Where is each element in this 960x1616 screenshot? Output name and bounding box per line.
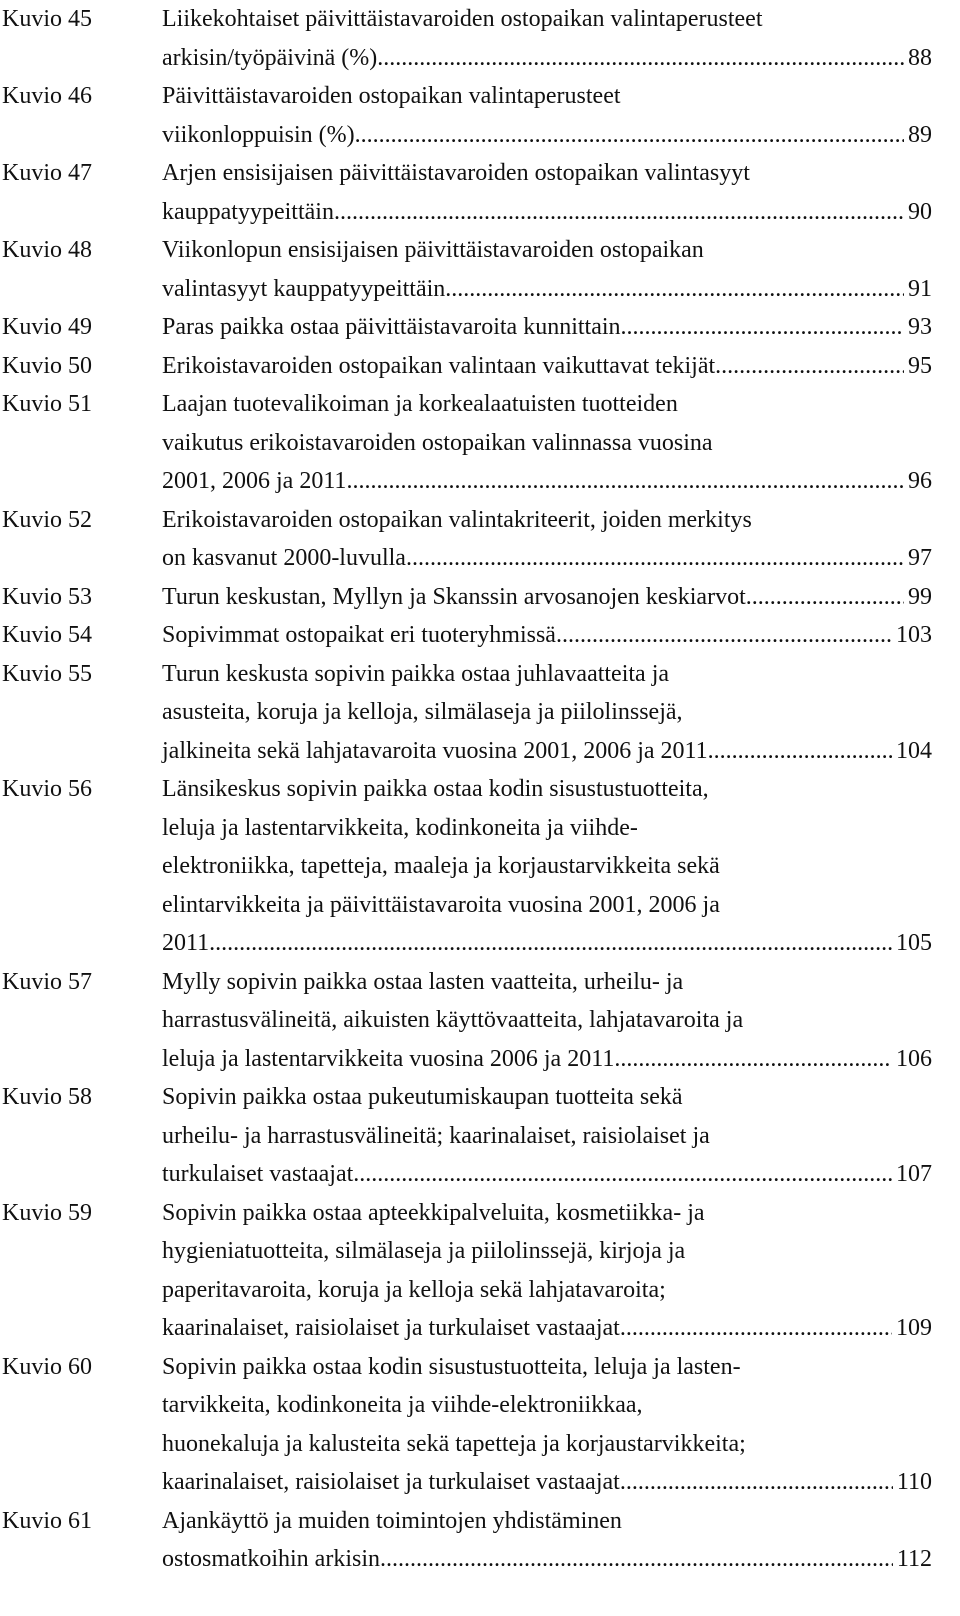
caption-line: Liikekohtaiset päivittäistavaroiden ostopaikan valintaperusteet [162, 6, 763, 32]
toc-entry[interactable] [2, 501, 932, 578]
page-number[interactable]: 107 [896, 1161, 932, 1187]
toc-entry[interactable] [2, 347, 932, 386]
toc-entry[interactable] [2, 578, 932, 617]
caption-line: Mylly sopivin paikka ostaa lasten vaatteita, urheilu- ja [162, 968, 684, 995]
figure-number: Kuvio 49 [2, 314, 92, 340]
caption-last-line [162, 616, 932, 655]
caption-line: Sopivin paikka ostaa pukeutumiskaupan tuotteita sekä [162, 1084, 683, 1110]
figure-caption [162, 308, 932, 347]
caption-line: Erikoistavaroiden ostopaikan valintakriteerit, joiden merkitys [162, 506, 752, 533]
caption-line: Turun keskusta sopivin paikka ostaa juhlavaatteita ja [162, 660, 670, 687]
page-number[interactable]: 93 [908, 314, 932, 340]
caption-line: kaarinalaiset, raisiolaiset ja turkulaiset vastaajat [162, 1315, 620, 1341]
caption-last-line [162, 347, 932, 386]
caption-line: paperitavaroita, koruja ja kelloja sekä lahjatavaroita; [162, 1276, 666, 1303]
caption-line: Paras paikka ostaa päivittäistavaroita kunnittain [162, 314, 621, 340]
figure-number: Kuvio 51 [2, 391, 92, 417]
caption-line: Sopivin paikka ostaa kodin sisustustuotteita, leluja ja lasten- [162, 1353, 741, 1380]
figure-number: Kuvio 61 [2, 1507, 92, 1534]
caption-last-line [162, 270, 932, 309]
dot-leader [620, 1309, 892, 1348]
figure-number: Kuvio 47 [2, 160, 92, 186]
caption-line: harrastusvälineitä, aikuisten käyttövaatteita, lahjatavaroita ja [162, 1007, 744, 1033]
figure-number: Kuvio 53 [2, 583, 92, 610]
toc-entry[interactable] [2, 616, 932, 655]
caption-last-line [162, 1463, 932, 1502]
dot-leader [746, 578, 904, 617]
dot-leader [353, 1155, 892, 1194]
figure-caption [162, 501, 932, 578]
caption-line: elektroniikka, tapetteja, maaleja ja korjaustarvikkeita sekä [162, 853, 720, 879]
dot-leader [715, 347, 904, 386]
page-number[interactable]: 95 [908, 352, 932, 379]
caption-line: Päivittäistavaroiden ostopaikan valintaperusteet [162, 83, 621, 109]
toc-entry[interactable] [2, 308, 932, 347]
dot-leader [209, 924, 892, 963]
toc-entry[interactable] [2, 154, 932, 231]
page-number[interactable]: 106 [896, 1045, 932, 1072]
caption-line: elintarvikkeita ja päivittäistavaroita vuosina 2001, 2006 ja [162, 891, 720, 918]
caption-last-line [162, 116, 932, 155]
caption-line: Ajankäyttö ja muiden toimintojen yhdistäminen [162, 1507, 622, 1534]
caption-line: turkulaiset vastaajat [162, 1161, 354, 1187]
page-number[interactable]: 88 [908, 44, 932, 71]
page-number[interactable]: 104 [896, 737, 932, 764]
page-number[interactable]: 105 [896, 930, 932, 956]
figure-caption [162, 231, 932, 308]
figure-caption [162, 1078, 932, 1194]
caption-line: huonekaluja ja kalusteita sekä tapetteja ja korjaustarvikkeita; [162, 1430, 746, 1457]
toc-entry[interactable] [2, 77, 932, 154]
figure-number: Kuvio 56 [2, 776, 92, 802]
caption-line: hygieniatuotteita, silmälaseja ja piilolinssejä, kirjoja ja [162, 1238, 686, 1264]
caption-line: vaikutus erikoistavaroiden ostopaikan valinnassa vuosina [162, 429, 713, 456]
caption-line: 2011 [162, 930, 210, 956]
figure-caption [162, 1348, 932, 1502]
figure-caption [162, 385, 932, 501]
toc-entry[interactable] [2, 770, 932, 963]
caption-line: asusteita, koruja ja kelloja, silmälaseja ja piilolinssejä, [162, 699, 683, 725]
caption-line: Erikoistavaroiden ostopaikan valintaan vaikuttavat tekijät [162, 352, 716, 379]
caption-line: Laajan tuotevalikoiman ja korkealaatuisten tuotteiden [162, 391, 678, 417]
toc-entry[interactable] [2, 231, 932, 308]
caption-line: leluja ja lastentarvikkeita, kodinkoneita ja viihde- [162, 814, 638, 841]
dot-leader [406, 539, 904, 578]
caption-line: Viikonlopun ensisijaisen päivittäistavaroiden ostopaikan [162, 237, 704, 263]
page-number[interactable]: 112 [896, 1546, 932, 1572]
figure-caption [162, 77, 932, 154]
dot-leader [334, 193, 904, 232]
figure-caption [162, 616, 932, 655]
caption-line: jalkineita sekä lahjatavaroita vuosina 2001, 2006 ja 2011 [162, 737, 708, 764]
toc-entry[interactable] [2, 655, 932, 771]
caption-line: arkisin/työpäivinä (%). [162, 44, 384, 71]
figure-caption [162, 154, 932, 231]
caption-last-line [162, 1309, 932, 1348]
page-number[interactable]: 99 [908, 583, 932, 610]
figure-number: Kuvio 60 [2, 1353, 92, 1380]
caption-last-line [162, 924, 932, 963]
caption-last-line [162, 578, 932, 617]
list-of-figures [2, 0, 932, 1579]
figure-number: Kuvio 48 [2, 237, 92, 263]
figure-caption [162, 770, 932, 963]
caption-line: Sopivimmat ostopaikat eri tuoteryhmissä [162, 622, 556, 648]
caption-line: kauppatyypeittäin [162, 198, 334, 225]
page-number[interactable]: 89 [908, 121, 932, 148]
figure-number: Kuvio 59 [2, 1199, 92, 1226]
caption-line: urheilu- ja harrastusvälineitä; kaarinalaiset, raisiolaiset ja [162, 1122, 710, 1149]
dot-leader [445, 270, 904, 309]
figure-number: Kuvio 54 [2, 622, 92, 648]
caption-line: Turun keskustan, Myllyn ja Skanssin arvosanojen keskiarvot [162, 583, 746, 610]
figure-number: Kuvio 45 [2, 6, 92, 32]
dot-leader [380, 1540, 893, 1579]
caption-line: kaarinalaiset, raisiolaiset ja turkulaiset vastaajat [162, 1469, 620, 1495]
figure-number: Kuvio 46 [2, 83, 92, 109]
caption-last-line [162, 308, 932, 347]
figure-caption [162, 655, 932, 771]
toc-entry[interactable] [2, 963, 932, 1079]
page-number[interactable]: 110 [896, 1469, 932, 1495]
dot-leader [620, 1463, 893, 1502]
caption-line: leluja ja lastentarvikkeita vuosina 2006 ja 2011 [162, 1045, 615, 1072]
figure-caption [162, 578, 932, 617]
dot-leader [614, 1040, 892, 1079]
caption-line: ostosmatkoihin arkisin [162, 1546, 380, 1572]
dot-leader [621, 308, 904, 347]
dot-leader [383, 39, 904, 78]
caption-line: Sopivin paikka ostaa apteekkipalveluita, kosmetiikka- ja [162, 1199, 705, 1226]
figure-caption [162, 963, 932, 1079]
caption-line: valintasyyt kauppatyypeittäin [162, 275, 446, 302]
caption-last-line [162, 462, 932, 501]
caption-last-line [162, 1155, 932, 1194]
toc-entry[interactable] [2, 1502, 932, 1579]
caption-line: Arjen ensisijaisen päivittäistavaroiden ostopaikan valintasyyt [162, 160, 750, 186]
toc-entry[interactable] [2, 1194, 932, 1348]
figure-number: Kuvio 58 [2, 1084, 92, 1110]
figure-number: Kuvio 55 [2, 660, 92, 687]
caption-line: on kasvanut 2000-luvulla [162, 545, 406, 571]
caption-last-line [162, 1040, 932, 1079]
figure-caption [162, 1502, 932, 1579]
caption-last-line [162, 39, 932, 78]
toc-entry[interactable] [2, 0, 932, 77]
page-number[interactable]: 97 [908, 545, 932, 571]
page-number[interactable]: 109 [896, 1315, 932, 1341]
page-number[interactable]: 103 [896, 622, 932, 648]
figure-number: Kuvio 52 [2, 506, 92, 533]
dot-leader [556, 616, 892, 655]
caption-last-line [162, 1540, 932, 1579]
figure-caption [162, 347, 932, 386]
toc-entry[interactable] [2, 1348, 932, 1502]
caption-line: 2001, 2006 ja 2011 [162, 468, 347, 494]
dot-leader [708, 732, 892, 771]
figure-number: Kuvio 50 [2, 352, 92, 379]
caption-last-line [162, 732, 932, 771]
figure-number: Kuvio 57 [2, 968, 92, 995]
toc-entry[interactable] [2, 1078, 932, 1194]
caption-line: Länsikeskus sopivin paikka ostaa kodin sisustustuotteita, [162, 776, 709, 802]
caption-line: tarvikkeita, kodinkoneita ja viihde-elektroniikkaa, [162, 1392, 643, 1418]
caption-last-line [162, 539, 932, 578]
page-number[interactable]: 90 [908, 198, 932, 225]
toc-entry[interactable] [2, 385, 932, 501]
dot-leader [346, 462, 904, 501]
dot-leader [355, 116, 904, 155]
figure-caption [162, 1194, 932, 1348]
page-number[interactable]: 91 [908, 275, 932, 302]
caption-last-line [162, 193, 932, 232]
caption-line: viikonloppuisin (%) [162, 121, 355, 148]
page-number[interactable]: 96 [908, 468, 932, 494]
figure-caption [162, 0, 932, 77]
